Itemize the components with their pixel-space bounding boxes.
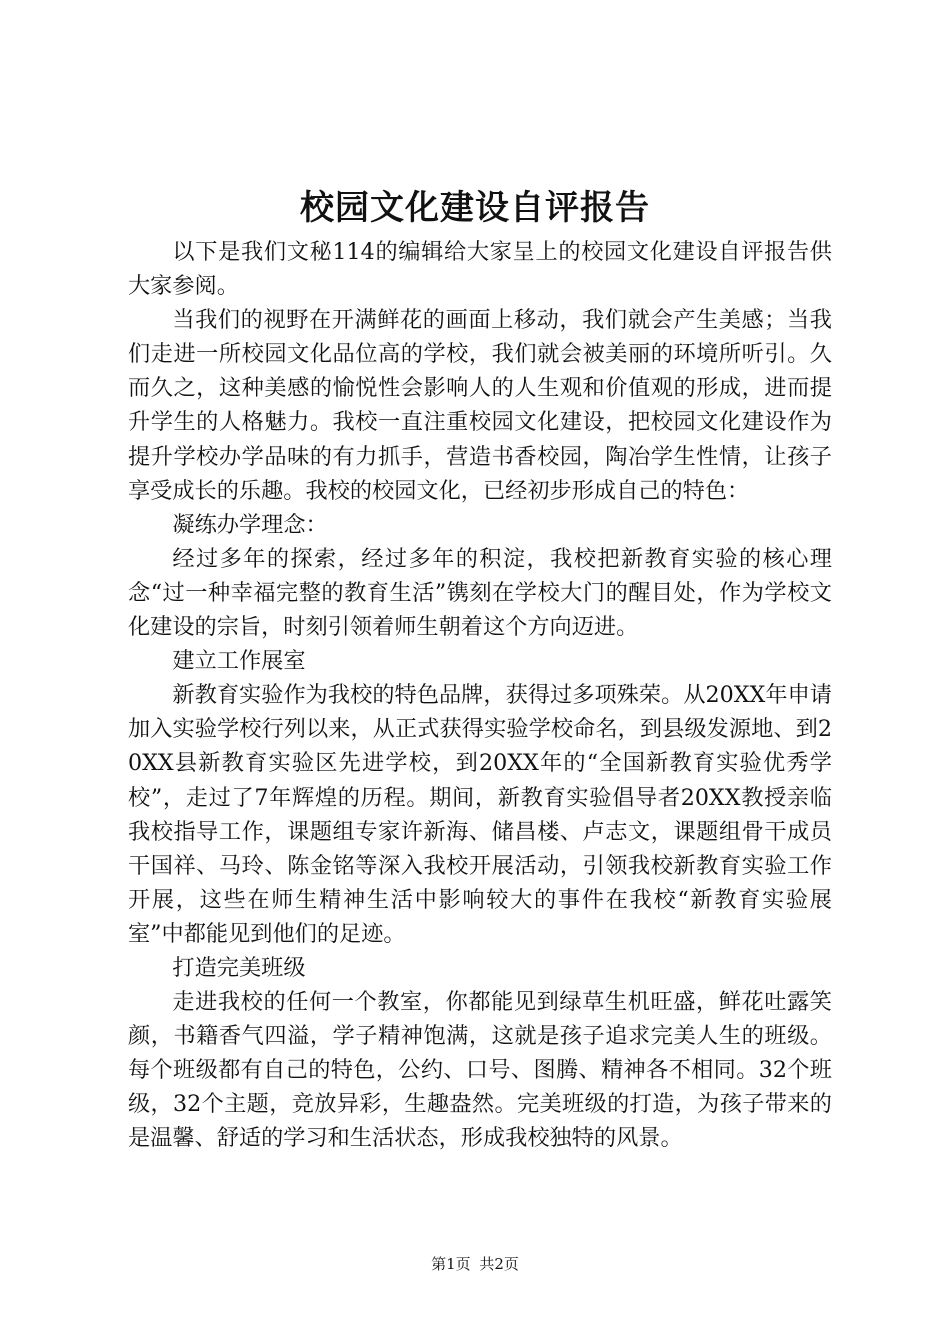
document-body: [128, 235, 832, 1156]
page-number: 第1页: [431, 1255, 471, 1273]
paragraph-overview: 当我们的视野在开满鲜花的画面上移动，我们就会产生美感；当我们走进一所校园文化品位高的学校，我们就会被美丽的环境所听引。久而久之，这种美感的愉悦性会影响人的人生观和价值观的形成，进而提升学生的人格魅力。我校一直注重校园文化建设，把校园文化建设作为提升学校办学品味的有力抓手，营造书香校园，陶冶学生性情，让孩子享受成长的乐趣。我校的校园文化，已经初步形成自己的特色：: [128, 307, 832, 504]
paragraph-intro: 以下是我们文秘114的编辑给大家呈上的校园文化建设自评报告供大家参阅。: [128, 239, 832, 300]
paragraph-exhibition: 新教育实验作为我校的特色品牌，获得过多项殊荣。从20XX年申请加入实验学校行列以来，从正式获得实验学校命名，到县级发源地、到20XX县新教育实验区先进学校，到20XX年的“全国新教育实验优秀学校”，走过了7年辉煌的历程。期间，新教育实验倡导者20XX教授亲临我校指导工作，课题组专家许新海、储昌楼、卢志文，课题组骨干成员干国祥、马玲、陈金铭等深入我校开展活动，引领我校新教育实验工作开展，这些在师生精神生活中影响较大的事件在我校“新教育实验展室”中都能见到他们的足迹。: [128, 682, 832, 947]
page-footer: [0, 1253, 950, 1275]
page-total: 共2页: [479, 1255, 519, 1273]
paragraph-philosophy: 经过多年的探索，经过多年的积淀，我校把新教育实验的核心理念“过一种幸福完整的教育生活”镌刻在学校大门的醒目处，作为学校文化建设的宗旨，时刻引领着师生朝着这个方向迈进。: [128, 545, 832, 641]
section-heading-philosophy: 凝练办学理念：: [172, 511, 328, 538]
paragraph-classes: 走进我校的任何一个教室，你都能见到绿草生机旺盛，鲜花吐露笑颜，书籍香气四溢，学子精神饱满，这就是孩子追求完美人生的班级。每个班级都有自己的特色，公约、口号、图腾、精神各不相同。32个班级，32个主题，竞放异彩，生趣盎然。完美班级的打造，为孩子带来的是温馨、舒适的学习和生活状态，形成我校独特的风景。: [128, 989, 832, 1152]
document-title: 校园文化建设自评报告: [300, 188, 650, 228]
section-heading-exhibition: 建立工作展室: [172, 648, 306, 675]
section-heading-classes: 打造完美班级: [172, 954, 306, 981]
